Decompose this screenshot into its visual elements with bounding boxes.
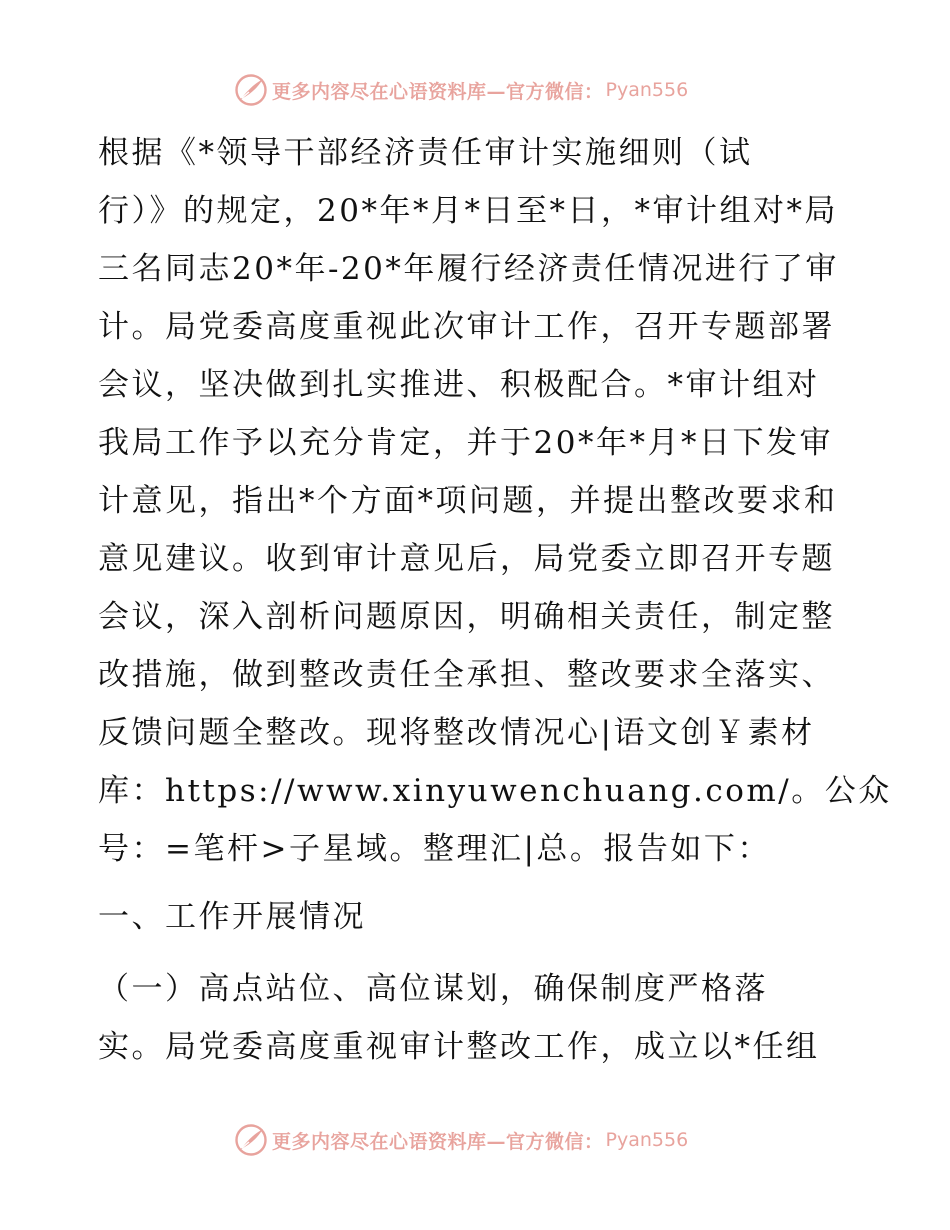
footer-watermark-banner <box>234 1122 688 1158</box>
paragraph-line: 三名同志20*年-20*年履行经济责任情况进行了审 <box>98 251 839 287</box>
paragraph-line: 会议，深入剖析问题原因，明确相关责任，制定整 <box>98 599 835 635</box>
paragraph-line: 我局工作予以充分肯定，并于20*年*月*日下发审 <box>98 425 833 461</box>
banner-text: 更多内容尽在心语资料库—官方微信： <box>272 1130 604 1153</box>
quill-pen-logo-icon <box>234 1123 268 1157</box>
paragraph-line: 号：=笔杆>子星域。整理汇|总。报告如下： <box>98 831 771 867</box>
paragraph-line: 根据《*领导干部经济责任审计实施细则（试 <box>98 135 753 171</box>
section-heading: 一、工作开展情况 <box>98 899 366 935</box>
paragraph-line: 会议，坚决做到扎实推进、积极配合。*审计组对 <box>98 367 820 403</box>
paragraph-line: 计。局党委高度重视此次审计工作，召开专题部署 <box>98 309 835 345</box>
paragraph-line: 库：https://www.xinyuwenchuang.com/。公众 <box>98 773 892 809</box>
banner-wechat-id: Pyan556 <box>605 79 689 101</box>
banner-text: 更多内容尽在心语资料库—官方微信： <box>272 80 604 103</box>
paragraph-line: （一）高点站位、高位谋划，确保制度严格落 <box>98 971 768 1007</box>
document-body <box>98 124 892 1076</box>
paragraph-line: 改措施，做到整改责任全承担、整改要求全落实、 <box>98 657 835 693</box>
paragraph-line: 行）》的规定，20*年*月*日至*日，*审计组对*局 <box>98 193 838 229</box>
paragraph-line: 实。局党委高度重视审计整改工作，成立以*任组 <box>98 1029 820 1065</box>
paragraph-line: 计意见，指出*个方面*项问题，并提出整改要求和 <box>98 483 838 519</box>
paragraph-line: 意见建议。收到审计意见后，局党委立即召开专题 <box>98 541 835 577</box>
paragraph-line: 反馈问题全整改。现将整改情况心|语文创￥素材 <box>98 715 815 751</box>
header-watermark-banner <box>234 72 688 108</box>
quill-pen-logo-icon <box>234 73 268 107</box>
banner-wechat-id: Pyan556 <box>605 1129 689 1151</box>
